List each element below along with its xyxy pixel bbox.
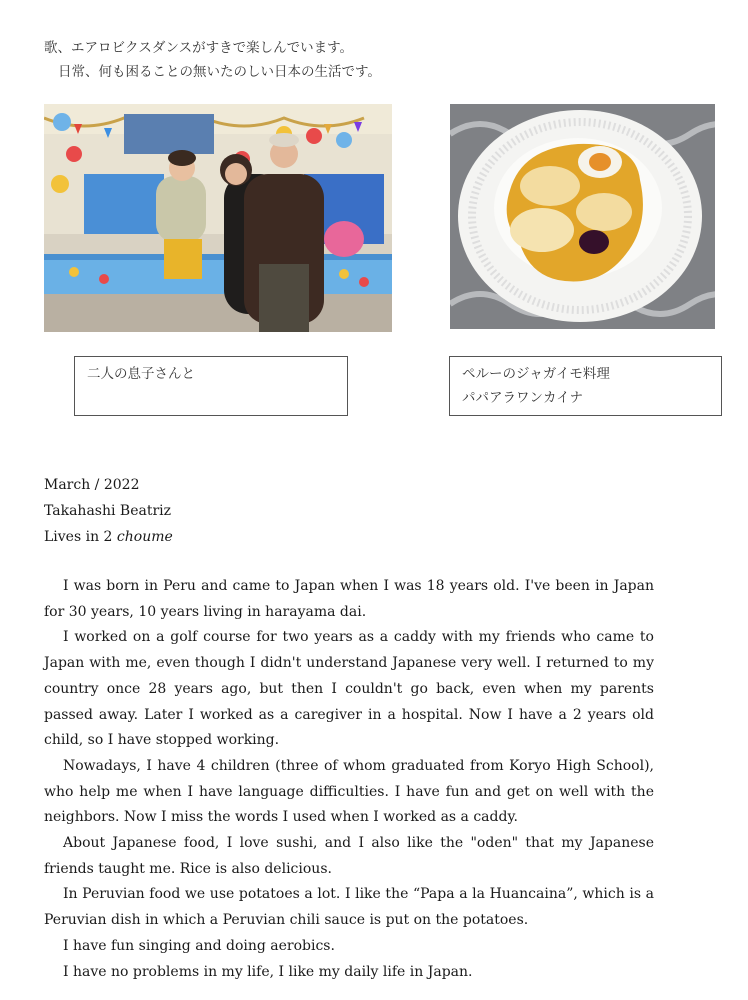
- article-body: [44, 574, 654, 985]
- article-date: March / 2022: [44, 477, 140, 493]
- food-photo: [450, 104, 715, 329]
- food-caption-line-2: パパアラワンカイナ: [462, 390, 584, 406]
- paragraph: Nowadays, I have 4 children (three of whom graduated from Koryo High School), who help me when I have language difficulties. I have fun and get on well with the neighbors. Now I miss the words I used when I worked as a caddy.: [44, 757, 654, 826]
- family-caption-text: 二人の息子さんと: [87, 366, 195, 382]
- author-location: [44, 524, 173, 550]
- family-photo-illustration: [44, 104, 392, 332]
- location-choume: choume: [116, 529, 173, 545]
- japanese-intro: [44, 36, 381, 84]
- food-caption-line-1: ペルーのジャガイモ料理: [462, 366, 610, 382]
- article-meta: [44, 472, 173, 550]
- food-photo-caption: [449, 356, 722, 416]
- family-photo-caption: [74, 356, 348, 416]
- paragraph: I have no problems in my life, I like my daily life in Japan.: [63, 963, 473, 980]
- author-name: Takahashi Beatriz: [44, 503, 172, 519]
- paragraph: In Peruvian food we use potatoes a lot. I like the “Papa a la Huancaina”, which is a Peruvian dish in which a Peruvian chili sauce is put on the potatoes.: [44, 886, 654, 929]
- paragraph: I was born in Peru and came to Japan when I was 18 years old. I've been in Japan for 30 years, 10 years living in harayama dai.: [44, 578, 654, 620]
- paragraph: About Japanese food, I love sushi, and I also like the "oden" that my Japanese friends taught me. Rice is also delicious.: [44, 835, 654, 877]
- intro-line-1: 歌、エアロビクスダンスがすきで楽しんでいます。: [44, 40, 354, 56]
- intro-line-2: 日常、何も困ることの無いたのしい日本の生活です。: [58, 64, 381, 80]
- papa-a-la-huancaina-illustration: [450, 104, 715, 329]
- paragraph: I worked on a golf course for two years as a caddy with my friends who came to Japan with me, even though I didn't understand Japanese very well. I returned to my country once 28 years ago, but then I couldn't go back, even when my parents passed away. Later I worked as a caregiver in a hospital. Now I have a 2 years old child, so I have stopped working.: [44, 629, 654, 749]
- family-photo: [44, 104, 392, 332]
- location-prefix: Lives in 2: [44, 529, 117, 545]
- paragraph: I have fun singing and doing aerobics.: [63, 937, 335, 954]
